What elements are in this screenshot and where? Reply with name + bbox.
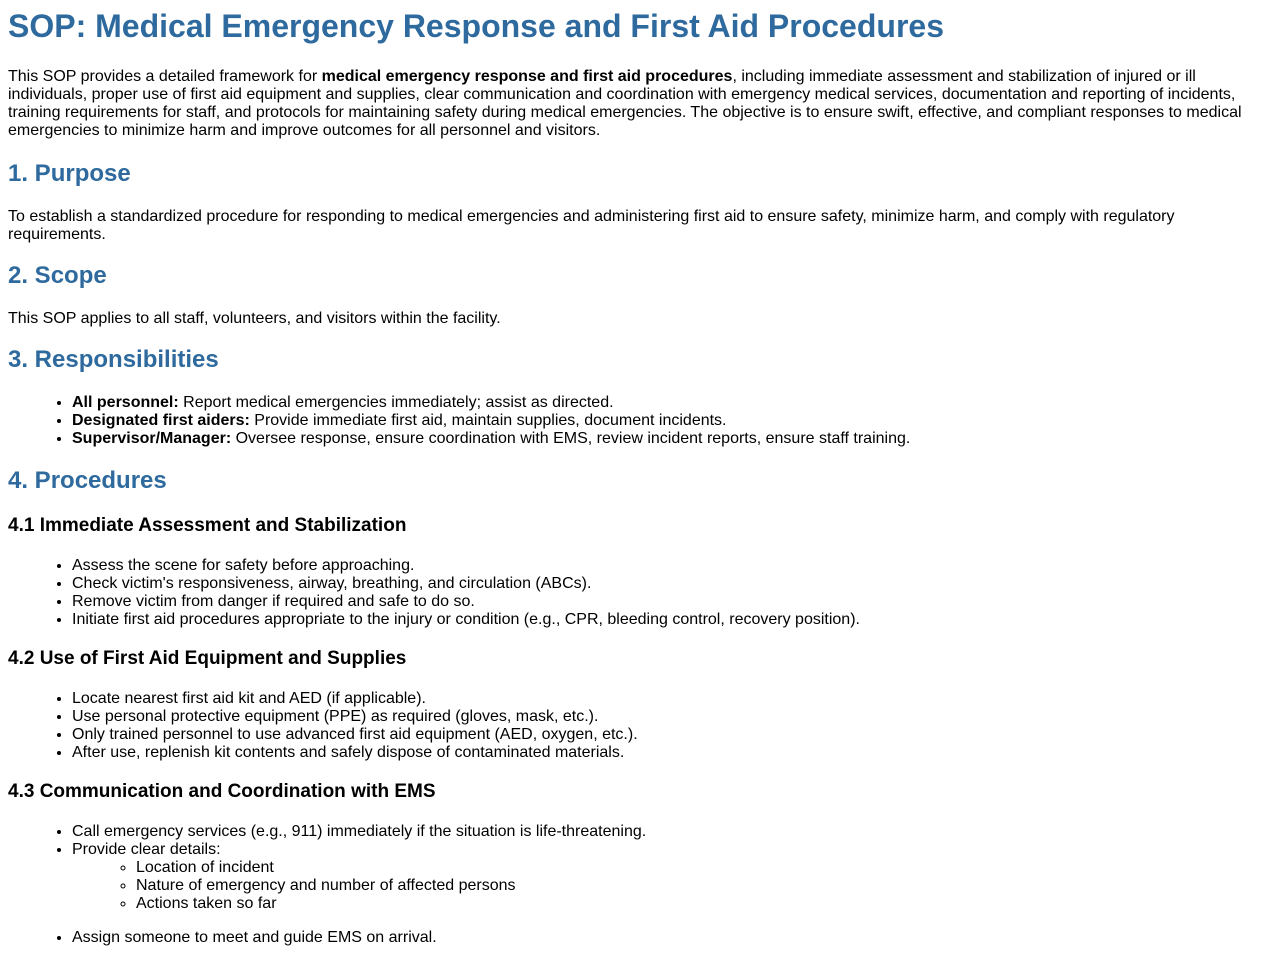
- list-item: • Locate nearest first aid kit and AED (if applicable).: [72, 690, 1255, 708]
- section-4-2-heading: 4.2 Use of First Aid Equipment and Supplies: [8, 648, 407, 669]
- scope-heading: 2. Scope: [8, 262, 107, 289]
- list-item: • Remove victim from danger if required and safe to do so.: [72, 593, 1255, 611]
- intro-text-bold: medical emergency response and first aid procedures: [321, 68, 733, 85]
- sublist-item: ◦ Nature of emergency and number of affected persons: [136, 877, 1255, 895]
- list-item: • Check victim's responsiveness, airway, breathing, and circulation (ABCs).: [72, 575, 1255, 593]
- list-item: • Use personal protective equipment (PPE) as required (gloves, mask, etc.).: [72, 708, 1255, 726]
- responsibility-text: Provide immediate first aid, maintain supplies, document incidents.: [249, 412, 727, 429]
- scope-text: This SOP applies to all staff, volunteers, and visitors within the facility.: [8, 310, 501, 327]
- list-item: • Assign someone to meet and guide EMS on arrival.: [72, 929, 1255, 947]
- purpose-heading: 1. Purpose: [8, 160, 131, 187]
- section-4-1-list: [8, 557, 1255, 629]
- list-item: [72, 394, 1255, 412]
- list-item: • Call emergency services (e.g., 911) immediately if the situation is life-threatening.: [72, 823, 1255, 841]
- responsibilities-list: [8, 394, 1255, 448]
- list-item: • Initiate first aid procedures appropriate to the injury or condition (e.g., CPR, bleeding control, recovery position).: [72, 611, 1255, 629]
- list-item: [72, 430, 1255, 448]
- sublist-item: ◦ Location of incident: [136, 859, 1255, 877]
- responsibility-label: Supervisor/Manager:: [72, 430, 232, 447]
- responsibilities-heading: 3. Responsibilities: [8, 346, 219, 373]
- section-4-3-heading: 4.3 Communication and Coordination with EMS: [8, 781, 436, 802]
- purpose-text: To establish a standardized procedure for responding to medical emergencies and administering first aid to ensure safety, minimize harm, and comply with regulatory requirements.: [8, 208, 1175, 243]
- document: [0, 6, 1263, 947]
- details-sublist: [72, 859, 1255, 913]
- intro-text-after: , including immediate assessment and stabilization of injured or ill individuals, proper use of first aid equipment and supplies, clear communication and coordination with emergency medical services, documentation and reporting of incidents, training requirements for staff, and protocols for maintaining safety during medical emergencies. The objective is to ensure swift, effective, and compliant responses to medical emergencies to minimize harm and improve outcomes for all personnel and visitors.: [8, 68, 1242, 139]
- responsibility-text: Oversee response, ensure coordination with EMS, review incident reports, ensure staff training.: [231, 430, 911, 447]
- list-item: [72, 841, 1255, 913]
- section-4-1-heading: 4.1 Immediate Assessment and Stabilization: [8, 515, 407, 536]
- section-4-2-list: [8, 690, 1255, 762]
- list-item-text: Provide clear details:: [72, 841, 221, 858]
- intro-text-before: This SOP provides a detailed framework for: [8, 68, 322, 85]
- responsibility-label: All personnel:: [72, 394, 179, 411]
- intro-paragraph: [8, 68, 1255, 140]
- list-item: • Assess the scene for safety before approaching.: [72, 557, 1255, 575]
- sublist-item: ◦ Actions taken so far: [136, 895, 1255, 913]
- page-title: SOP: Medical Emergency Response and First Aid Procedures: [8, 8, 944, 44]
- list-item: [72, 412, 1255, 430]
- procedures-heading: 4. Procedures: [8, 467, 167, 494]
- responsibility-label: Designated first aiders:: [72, 412, 250, 429]
- list-item: • Only trained personnel to use advanced first aid equipment (AED, oxygen, etc.).: [72, 726, 1255, 744]
- responsibility-text: Report medical emergencies immediately; assist as directed.: [178, 394, 614, 411]
- section-4-3-list: [8, 823, 1255, 947]
- list-item: • After use, replenish kit contents and safely dispose of contaminated materials.: [72, 744, 1255, 762]
